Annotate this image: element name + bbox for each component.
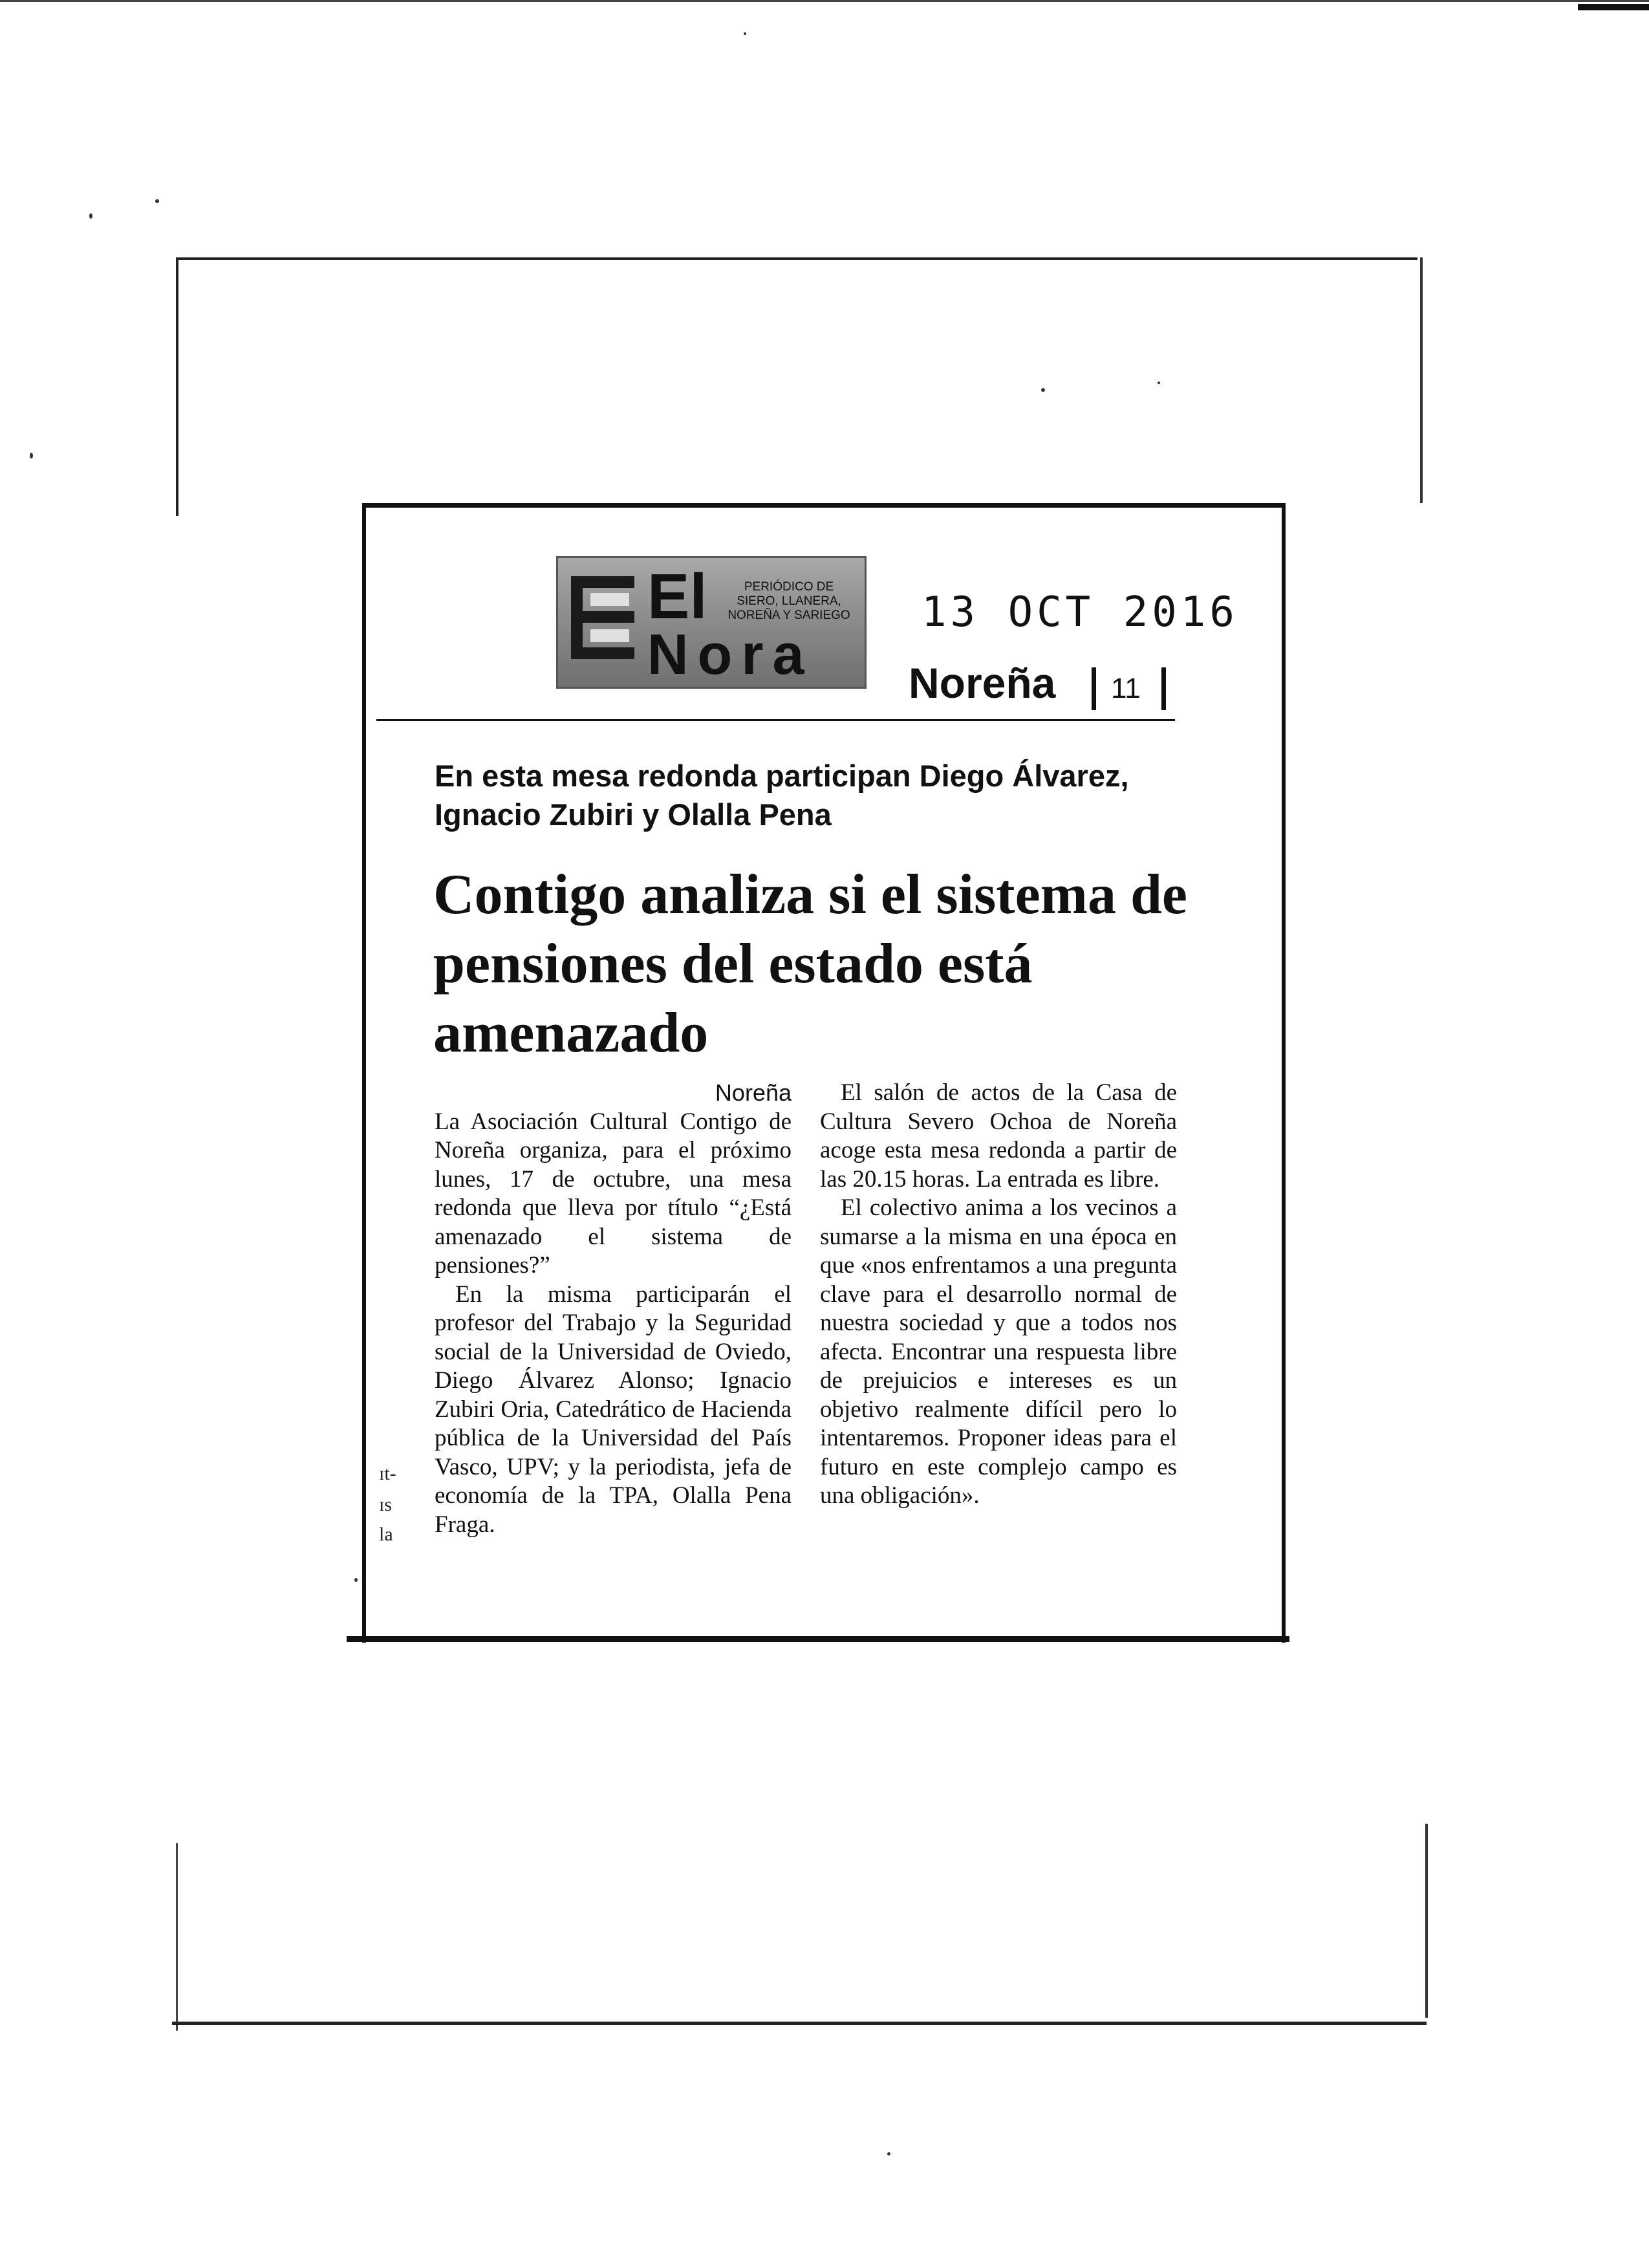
page-number-divider-right [1161, 667, 1166, 710]
logo-el-text: El [647, 561, 707, 632]
outer-frame-bottom [172, 2022, 1427, 2025]
scan-speck [89, 213, 92, 219]
outer-frame-right-bottom [1425, 1824, 1428, 2018]
article-headline: Contigo analiza si el sistema de pensiones del estado está amenazado [433, 863, 1187, 1064]
article-paragraph: La Asociación Cultural Contigo de Noreña organiza, para el próximo lunes, 17 de octubre, una mesa redonda que lleva por título “¿Está amenazado el sistema de pensiones?” [435, 1108, 792, 1279]
top-edge-mark [1578, 4, 1649, 10]
section-name: Noreña [909, 659, 1056, 707]
page-number: 11 [1111, 673, 1141, 704]
clipping-border-top [362, 503, 1286, 508]
clipping-border-bottom [347, 1636, 1289, 1642]
outer-frame-left-bottom [176, 1843, 178, 2031]
clipping-border-left [362, 503, 366, 1643]
adjacent-text-fragment: ɪt- [379, 1463, 396, 1484]
article-byline: Noreña [715, 1079, 792, 1106]
outer-frame-top [176, 257, 1417, 260]
scan-speck [1158, 382, 1160, 384]
logo-emblem-icon [567, 571, 638, 668]
top-edge-line [0, 0, 1649, 2]
logo-tagline: PERIÓDICO DE SIERO, LLANERA, NOREÑA Y SARIEGO [727, 580, 850, 622]
article-subhead: En esta mesa redonda participan Diego Álvarez, Ignacio Zubiri y Olalla Pena [435, 759, 1129, 832]
outer-frame-right-top [1420, 257, 1423, 503]
article-column-2 [820, 1079, 1177, 1511]
scan-speck [1041, 388, 1045, 392]
adjacent-text-fragment: la [379, 1524, 393, 1545]
page-number-divider-left [1092, 667, 1096, 710]
scan-speck [155, 199, 159, 203]
el-nora-logo [556, 556, 867, 689]
scan-speck [30, 453, 33, 459]
article-paragraph: El salón de actos de la Casa de Cultura Severo Ochoa de Noreña acoge esta mesa redonda a partir de las 20.15 horas. La entrada es libre. [820, 1079, 1177, 1193]
article-column-1 [435, 1079, 792, 1539]
clipping-border-right [1282, 503, 1286, 1643]
article-paragraph: En la misma participarán el profesor del Trabajo y la Seguridad social de la Universidad de Oviedo, Diego Álvarez Alonso; Ignacio Zubiri Oria, Catedrático de Hacienda pública de la Universidad del País Vasco, UPV; y la periodista, jefa de economía de la TPA, Olalla Pena Fraga. [435, 1280, 792, 1538]
article-paragraph: El colectivo anima a los vecinos a sumarse a la misma en una época en que «nos enfrentamos a una pregunta clave para el desarrollo normal de nuestra sociedad y que a todos nos afecta. Encontrar una respuesta libre de prejuicios e intereses es un objetivo realmente difícil pero lo intentaremos. Proponer ideas para el futuro en este complejo campo es una obligación». [820, 1194, 1177, 1509]
edition-date: 13 OCT 2016 [921, 589, 1238, 636]
logo-nora-text: Nora [647, 622, 814, 686]
adjacent-text-fragment: ɪs [379, 1494, 393, 1515]
scan-speck [354, 1578, 358, 1582]
scan-speck [887, 2152, 890, 2155]
scan-speck [744, 32, 746, 35]
outer-frame-left [176, 257, 178, 516]
header-rule [376, 719, 1175, 721]
